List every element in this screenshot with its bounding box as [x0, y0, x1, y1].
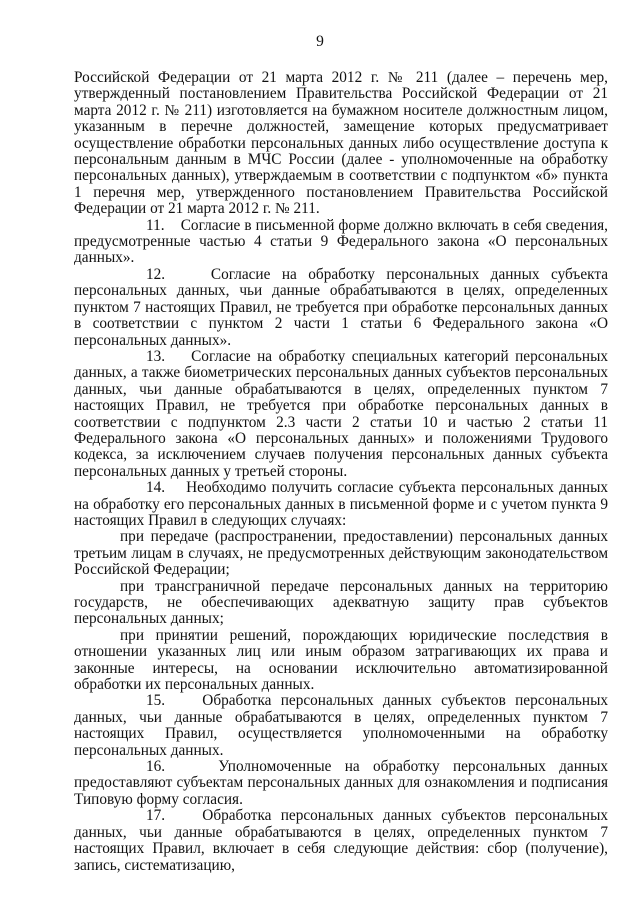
paragraph-text: Обработка персональных данных субъектов персональных данных, чьи данные обрабатываются в целях, определенных пунктом 7 настоящих Правил, осуществляется уполномоченными на обработку персональных данных.: [74, 692, 608, 759]
paragraph-12: [74, 267, 608, 349]
paragraph-text: Согласие на обработку специальных категорий персональных данных, а также биометрических персональных данных субъектов персональных данных, чьи данные обрабатываются в целях, определенных пунктом 7 настоящих Правил, не требуется при обработке персональных данных в соответствии с подпунктом 2.3 части 2 статьи 10 и частью 2 статьи 11 Федерального закона «О персональных данных» и положениями Трудового кодекса, за исключением случаев получения персональных данных субъекта персональных данных у третьей стороны.: [74, 347, 609, 480]
paragraph-text: при передаче (распространении, предоставлении) персональных данных третьим лицам в случаях, не предусмотренных действующим законодательством Российской Федерации;: [74, 528, 608, 579]
item-number: 11.: [146, 216, 165, 234]
paragraph-17: [74, 808, 608, 874]
document-body: [74, 70, 608, 874]
page-number: 9: [316, 33, 324, 50]
item-number: 12.: [146, 265, 166, 283]
paragraph-text: Согласие на обработку персональных данных субъекта персональных данных, чьи данные обрабатываются в целях, определенных пунктом 7 настоящих Правил, не требуется при обработке персональных данных в соответствии с пунктом 2 части 1 статьи 6 Федерального закона «О персональных данных».: [74, 265, 609, 349]
paragraph-15: [74, 693, 608, 759]
paragraph-text: Российской Федерации от 21 марта 2012 г. № 211 (далее – перечень мер, утвержденный постановлением Правительства Российской Федерации от 21 марта 2012 г. № 211) изготовляется на бумажном носителе должностным лицом, указанным в перечне должностей, замещение которых предусматривает осуществление обработки персональных данных либо осуществление доступа к персональным данным в МЧС России (далее - уполномоченные на обработку персональных данных), утверждаемым в соответствии с подпунктом «б» пункта 1 перечня мер, утвержденного постановлением Правительства Российской Федерации от 21 марта 2012 г. № 211.: [74, 69, 608, 218]
paragraph-text: Обработка персональных данных субъектов персональных данных, чьи данные обрабатываются в целях, определенных пунктом 7 настоящих Правил, включает в себя следующие действия: сбор (получение), запись, систематизацию,: [74, 807, 608, 874]
paragraph-text: Необходимо получить согласие субъекта персональных данных на обработку его персональных данных в письменной форме и с учетом пункта 9 настоящих Правил в следующих случаях:: [74, 479, 608, 529]
item-number: 15.: [146, 692, 166, 710]
item-number: 13.: [146, 347, 166, 365]
paragraph-16: [74, 759, 608, 808]
paragraph-14-case-2: [74, 579, 608, 628]
paragraph-14-case-3: [74, 628, 608, 694]
paragraph-13: [74, 349, 608, 480]
item-number: 14.: [146, 479, 166, 497]
paragraph-11: [74, 218, 608, 267]
paragraph-10-continuation: [74, 70, 608, 218]
paragraph-text: Согласие в письменной форме должно включать в себя сведения, предусмотренные частью 4 статьи 9 Федерального закона «О персональных данных».: [74, 216, 608, 267]
item-number: 16.: [146, 758, 166, 776]
paragraph-text: Уполномоченные на обработку персональных данных предоставляют субъектам персональных данных для ознакомления и подписания Типовую форму согласия.: [74, 758, 608, 808]
paragraph-14: [74, 480, 608, 529]
paragraph-text: при трансграничной передаче персональных данных на территорию государств, не обеспечивающих адекватную защиту прав субъектов персональных данных;: [74, 577, 608, 628]
paragraph-14-case-1: [74, 529, 608, 578]
item-number: 17.: [146, 807, 166, 825]
paragraph-text: при принятии решений, порождающих юридические последствия в отношении указанных лиц или иным образом затрагивающих их права и законные интересы, на основании исключительно автоматизированной обработки их персональных данных.: [74, 626, 608, 694]
